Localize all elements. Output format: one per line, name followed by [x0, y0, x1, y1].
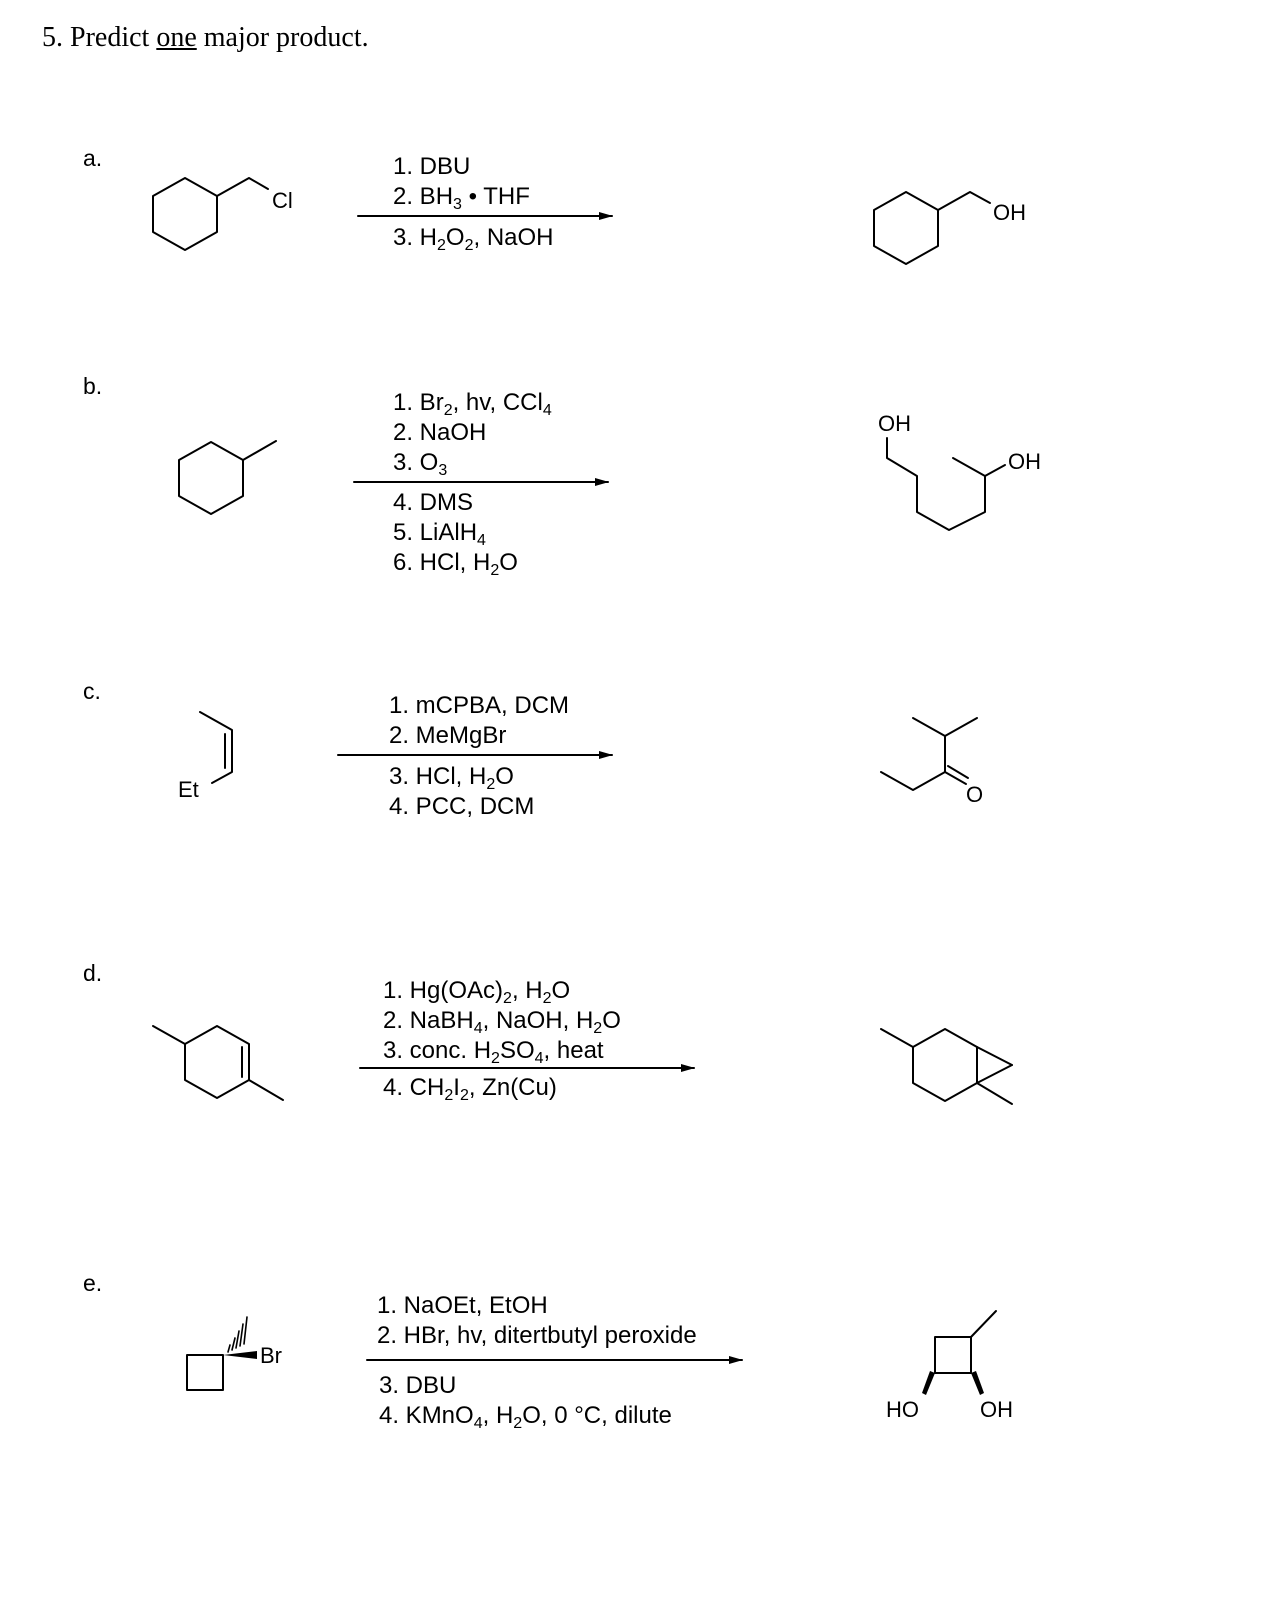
condition-line: 3. HCl, $H_2O$ — [389, 763, 514, 793]
condition-line: 3. $H_2O_2$, NaOH — [393, 224, 554, 254]
condition-line: 2. HBr, hv, ditertbutyl peroxide — [377, 1322, 697, 1349]
condition-line: 5. LiAlH$_4$ — [393, 519, 486, 549]
condition-line: 2. MeMgBr — [389, 722, 507, 749]
product-d-structure — [881, 1029, 1012, 1104]
product-c-structure — [881, 718, 983, 807]
condition-line: 4. DMS — [393, 489, 474, 516]
problem-label-d: d. — [83, 960, 103, 986]
condition-line: 6. HCl, $H_2O$ — [393, 549, 518, 579]
condition-line: 1. $Br_2$, hv, CCl$_4$ — [393, 389, 552, 419]
question-text-after: major product. — [203, 22, 369, 53]
product-e-ho-label: HO — [886, 1397, 919, 1422]
question-number: 5. — [42, 22, 63, 53]
product-c-o-label: O — [966, 782, 984, 807]
reactant-b-structure — [179, 441, 276, 514]
product-b-oh-label-1: OH — [878, 411, 911, 436]
question-text-before: Predict — [70, 22, 150, 53]
problem-label-e: e. — [83, 1270, 103, 1296]
reactant-a-cl-label: Cl — [272, 188, 293, 213]
condition-line: 4. KMnO$_4$, $H_2O$, 0 °C, dilute — [379, 1402, 672, 1432]
condition-line: 3. DBU — [379, 1372, 457, 1399]
product-a-oh-label: OH — [993, 200, 1026, 225]
condition-line: 2. NaBH$_4$, NaOH, $H_2O$ — [383, 1007, 621, 1037]
question-underlined-word: one — [156, 22, 197, 53]
condition-line: 1. $Hg(OAc)_2$, $H_2O$ — [383, 977, 571, 1007]
condition-line: 2. $BH_3$ • THF — [393, 183, 530, 213]
condition-line: 3. $O_3$ — [393, 449, 448, 479]
reactant-e-br-label: Br — [260, 1343, 282, 1368]
problem-label-a: a. — [83, 145, 103, 171]
condition-line: 4. PCC, DCM — [389, 793, 535, 820]
product-e-oh-label: OH — [980, 1397, 1013, 1422]
reactant-a-structure — [153, 178, 293, 250]
condition-line: 3. conc. $H_2SO_4$, heat — [383, 1037, 604, 1067]
reactant-c-structure — [178, 712, 232, 802]
reactant-e-structure — [187, 1317, 282, 1390]
condition-line: 1. DBU — [393, 153, 471, 180]
product-b-structure — [878, 411, 1041, 530]
product-e-structure — [886, 1311, 1013, 1422]
product-a-structure — [874, 192, 1026, 264]
condition-line: 1. mCPBA, DCM — [389, 692, 570, 719]
problem-label-c: c. — [83, 678, 101, 704]
reactant-d-structure — [153, 1026, 283, 1100]
problem-label-b: b. — [83, 373, 103, 399]
condition-line: 2. NaOH — [393, 419, 487, 446]
product-b-oh-label-2: OH — [1008, 449, 1041, 474]
reactant-c-et-label: Et — [178, 777, 199, 802]
condition-line: 1. NaOEt, EtOH — [377, 1292, 548, 1319]
condition-line: 4. $CH_2I_2$, Zn(Cu) — [383, 1074, 557, 1104]
